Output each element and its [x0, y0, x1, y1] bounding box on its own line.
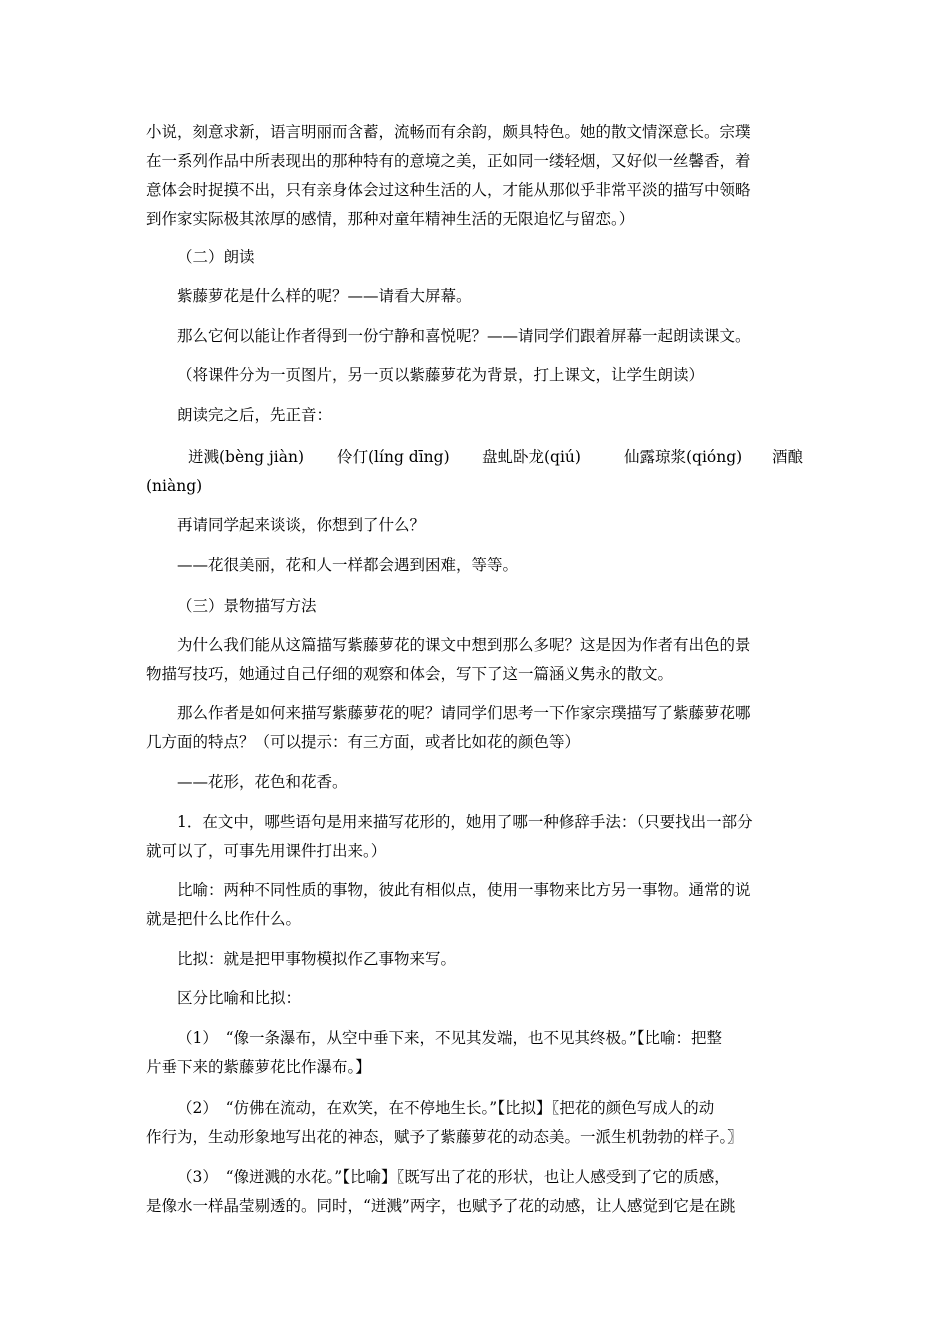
pinyin-item: 盘虬卧龙(qiú)	[482, 448, 581, 466]
paragraph: 比拟：就是把甲事物模拟作乙事物来写。	[177, 950, 457, 968]
text-line: 作行为，生动形象地写出花的神态，赋予了紫藤萝花的动态美。一派生机勃勃的样子。〗	[146, 1128, 743, 1146]
pinyin-item: 仙露琼浆(qióng)	[624, 448, 743, 466]
text-line: （3） “像迸溅的水花。”【比喻】〖既写出了花的形状，也让人感受到了它的质感，	[177, 1168, 730, 1186]
pinyin-item: (niàng)	[146, 477, 203, 495]
text-line: 比喻：两种不同性质的事物，彼此有相似点，使用一事物来比方另一事物。通常的说	[177, 881, 751, 899]
paragraph: 紫藤萝花是什么样的呢？——请看大屏幕。	[177, 287, 472, 305]
text-line: 意体会时捉摸不出，只有亲身体会过这种生活的人，才能从那似乎非常平淡的描写中领略	[146, 181, 751, 199]
text-line: 就可以了，可事先用课件打出来。）	[146, 842, 387, 860]
pinyin-item: 酒酿	[772, 448, 804, 466]
text-line: 为什么我们能从这篇描写紫藤萝花的课文中想到那么多呢？这是因为作者有出色的景	[177, 636, 751, 654]
text-line: 物描写技巧，她通过自己仔细的观察和体会，写下了这一篇涵义隽永的散文。	[146, 665, 674, 683]
paragraph: 区分比喻和比拟：	[177, 989, 302, 1007]
paragraph: 再请同学起来谈谈，你想到了什么？	[177, 516, 426, 534]
text-line: （1） “像一条瀑布，从空中垂下来，不见其发端，也不见其终极。”【比喻：把整	[177, 1029, 722, 1047]
paragraph: ——花很美丽，花和人一样都会遇到困难，等等。	[177, 556, 519, 574]
text-line: （2） “仿佛在流动，在欢笑，在不停地生长。”【比拟】〖把花的颜色写成人的动	[177, 1099, 715, 1117]
paragraph	[146, 808, 811, 866]
text-line: 1．在文中，哪些语句是用来描写花形的，她用了哪一种修辞手法：（只要找出一部分	[177, 813, 753, 831]
text-line: 是像水一样晶莹剔透的。同时，“迸溅”两字，也赋予了花的动感，让人感觉到它是在跳	[146, 1197, 736, 1215]
paragraph: （将课件分为一页图片，另一页以紫藤萝花为背景，打上课文，让学生朗读）	[177, 366, 705, 384]
text-line: 在一系列作品中所表现出的那种特有的意境之美，正如同一缕轻烟，又好似一丝馨香，着	[146, 152, 751, 170]
text-line: 小说，刻意求新，语言明丽而含蓄，流畅而有余韵，颇具特色。她的散文情深意长。宗璞	[146, 123, 751, 141]
paragraph: 朗读完之后，先正音：	[177, 406, 333, 424]
text-line: 几方面的特点？（可以提示：有三方面，或者比如花的颜色等）	[146, 733, 581, 751]
section-heading-description: （三）景物描写方法	[177, 597, 317, 615]
paragraph: 那么它何以能让作者得到一份宁静和喜悦呢？——请同学们跟着屏幕一起朗读课文。	[177, 327, 751, 345]
text-line: 就是把什么比作什么。	[146, 910, 302, 928]
example-paragraph	[146, 1094, 811, 1152]
example-paragraph	[146, 1163, 811, 1221]
intro-paragraph	[146, 118, 811, 234]
pinyin-list	[146, 443, 811, 503]
text-line: 那么作者是如何来描写紫藤萝花的呢？请同学们思考一下作家宗璞描写了紫藤萝花哪	[177, 704, 751, 722]
pinyin-item: 迸溅(bèng jiàn)	[188, 448, 305, 466]
example-paragraph	[146, 1024, 811, 1082]
section-heading-reading: （二）朗读	[177, 248, 255, 266]
paragraph: ——花形，花色和花香。	[177, 773, 348, 791]
text-line: 片垂下来的紫藤萝花比作瀑布。】	[146, 1058, 371, 1076]
paragraph	[146, 631, 811, 689]
pinyin-item: 伶仃(líng dīng)	[337, 448, 450, 466]
paragraph	[146, 876, 811, 934]
text-line: 到作家实际极其浓厚的感情，那种对童年精神生活的无限追忆与留恋。）	[146, 210, 635, 228]
paragraph	[146, 699, 811, 757]
